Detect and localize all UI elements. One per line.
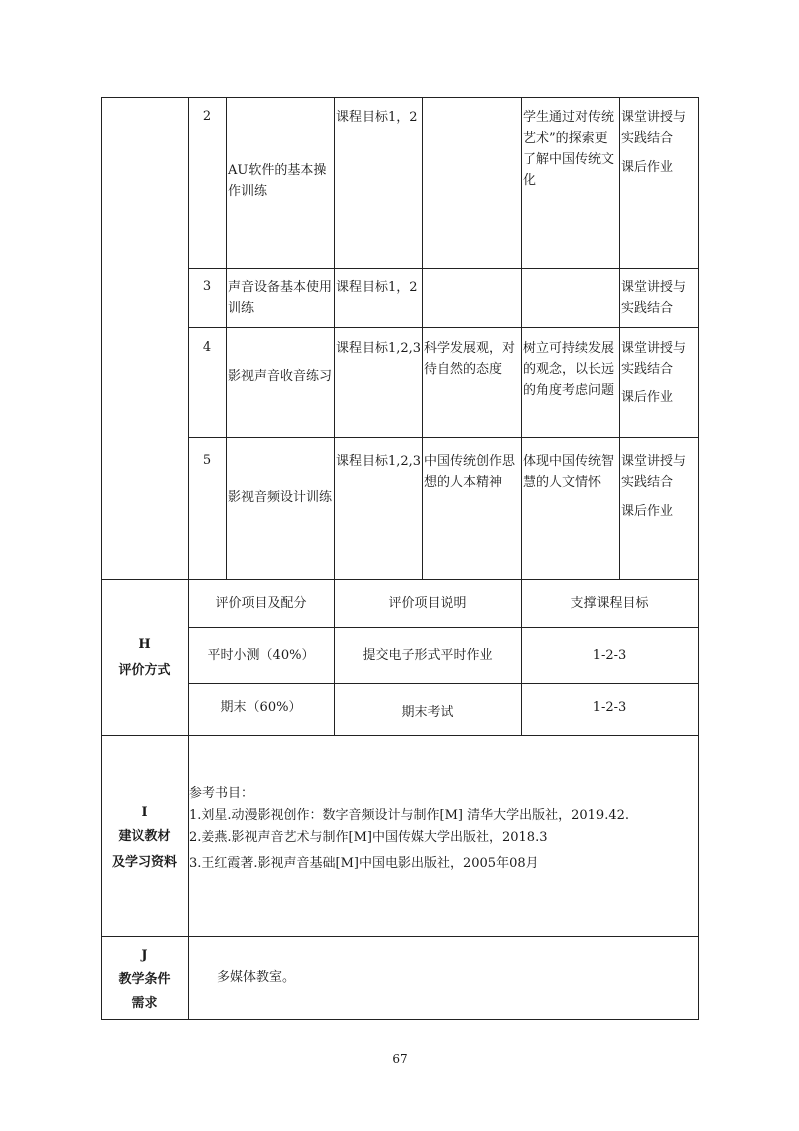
row-number: 3: [202, 279, 212, 294]
course-goal: 课程目标1，2: [336, 110, 418, 125]
page-number: 67: [392, 1052, 408, 1066]
table-rule: [101, 1019, 699, 1020]
table-rule: [101, 579, 699, 580]
table-rule: [188, 327, 699, 328]
eval-item: 平时小测（40%）: [207, 648, 315, 663]
eval-header-item: 评价项目及配分: [215, 596, 307, 611]
table-rule: [101, 735, 699, 736]
eval-target: 1-2-3: [592, 700, 627, 715]
section-letter-h: H: [138, 637, 151, 652]
table-rule: [188, 268, 699, 269]
section-title-conditions-2: 需求: [131, 996, 158, 1011]
reference-heading: 参考书目：: [189, 786, 255, 801]
table-rule: [226, 97, 227, 579]
table-rule: [698, 97, 699, 1019]
learning-effect: 学生通过对传统艺术”的探索更了解中国传统文化: [523, 110, 615, 188]
reference-book: 2.姜燕.影视声音艺术与制作[M]中国传媒大学出版社，2018.3: [189, 830, 548, 845]
table-rule: [188, 683, 699, 684]
project-name: 声音设备基本使用训练: [228, 280, 333, 316]
project-name: AU软件的基本操作训练: [228, 163, 327, 199]
ideology-element: 中国传统创作思想的人本精神: [424, 454, 516, 490]
table-rule: [188, 627, 699, 628]
table-rule: [101, 97, 102, 1019]
reference-book: 3.王红霞著.影视声音基础[M]中国电影出版社，2005年08月: [189, 856, 539, 871]
section-title-evaluation: 评价方式: [118, 663, 171, 678]
eval-desc: 提交电子形式平时作业: [362, 648, 493, 663]
section-title-materials: 建议教材: [118, 829, 171, 844]
table-rule: [521, 97, 522, 735]
teaching-method-extra: 课后作业: [621, 390, 674, 405]
learning-effect: 树立可持续发展的观念，以长远的角度考虑问题: [523, 341, 615, 398]
table-rule: [334, 97, 335, 735]
row-number: 5: [202, 453, 212, 468]
eval-target: 1-2-3: [592, 648, 627, 663]
course-goal: 课程目标1,2,3: [336, 454, 422, 469]
section-letter-i: I: [141, 805, 148, 820]
teaching-method: 课堂讲授与实践结合: [621, 110, 687, 146]
conditions-content: 多媒体教室。: [217, 970, 296, 985]
row-number: 4: [202, 340, 212, 355]
teaching-method: 课堂讲授与实践结合: [621, 341, 687, 377]
row-number: 2: [202, 109, 212, 124]
teaching-method: 课堂讲授与实践结合: [621, 454, 687, 490]
teaching-method: 课堂讲授与实践结合: [621, 280, 687, 316]
table-rule: [188, 437, 699, 438]
project-name: 影视音频设计训练: [228, 490, 333, 505]
eval-desc: 期末考试: [401, 705, 454, 720]
section-title-conditions: 教学条件: [118, 972, 171, 987]
eval-header-target: 支撑课程目标: [570, 596, 649, 611]
eval-item: 期末（60%）: [220, 700, 302, 715]
course-goal: 课程目标1,2,3: [336, 341, 422, 356]
table-rule: [422, 97, 423, 579]
section-letter-j: J: [141, 948, 148, 963]
teaching-method-extra: 课后作业: [621, 160, 674, 175]
reference-book: 1.刘星.动漫影视创作：数字音频设计与制作[M] 清华大学出版社，2019.42.: [189, 808, 630, 823]
course-goal: 课程目标1，2: [336, 280, 418, 295]
table-rule: [188, 97, 189, 1019]
eval-header-desc: 评价项目说明: [388, 596, 467, 611]
ideology-element: 科学发展观，对待自然的态度: [424, 341, 516, 377]
table-rule: [101, 97, 699, 98]
learning-effect: 体现中国传统智慧的人文情怀: [523, 454, 615, 490]
project-name: 影视声音收音练习: [228, 369, 333, 384]
teaching-method-extra: 课后作业: [621, 504, 674, 519]
section-title-materials-2: 及学习资料: [111, 855, 177, 870]
table-rule: [101, 936, 699, 937]
table-rule: [619, 97, 620, 579]
